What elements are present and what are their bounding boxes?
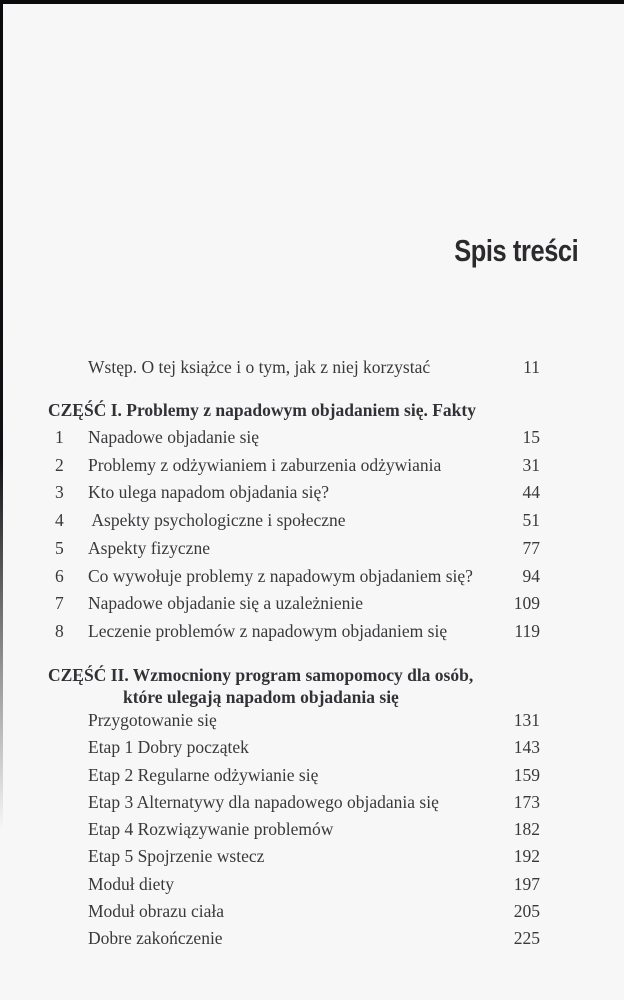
- entry-page-number: 173: [513, 791, 540, 812]
- entry-number: 3: [55, 482, 64, 503]
- entry-title: Przygotowanie się: [88, 710, 217, 730]
- entry-page-number: 225: [513, 928, 540, 949]
- entry-number: 7: [55, 593, 64, 614]
- toc-entry-row: [48, 455, 540, 475]
- entry-page-number: 192: [513, 846, 540, 867]
- entry-page-number: 44: [522, 482, 540, 503]
- entry-title: Kto ulega napadom objadania się?: [88, 482, 330, 503]
- entry-number: 8: [55, 620, 64, 641]
- entry-page-number: 15: [522, 427, 540, 447]
- entry-title: Aspekty fizyczne: [88, 537, 210, 558]
- section-heading: [48, 400, 540, 422]
- entry-page-number: 11: [523, 357, 540, 377]
- toc-entry-row: [48, 621, 540, 641]
- entry-title: Etap 1 Dobry początek: [88, 737, 249, 758]
- entry-page-number: 119: [514, 620, 540, 641]
- toc-entry-row: [48, 710, 540, 730]
- entry-page-number: 205: [513, 900, 540, 921]
- toc-entry-row: [48, 819, 540, 839]
- entry-page-number: 94: [522, 565, 540, 586]
- entry-title: Etap 4 Rozwiązywanie problemów: [88, 819, 334, 840]
- entry-page-number: 109: [513, 593, 540, 614]
- toc-entry-row: [48, 510, 540, 530]
- entry-title: Dobre zakończenie: [88, 928, 223, 949]
- section-heading-line1: CZĘŚĆ II. Wzmocniony program samopomocy dla osób,: [48, 665, 474, 685]
- entry-number: 1: [55, 427, 64, 447]
- toc-entry-row: [48, 538, 540, 558]
- toc-entry-row: [48, 357, 540, 377]
- entry-page-number: 143: [513, 737, 540, 758]
- entry-page-number: 131: [513, 710, 540, 730]
- toc-entry-row: [48, 792, 540, 812]
- toc-entry-row: [48, 737, 540, 757]
- entry-page-number: 31: [522, 454, 540, 475]
- page-title: Spis treści: [453, 233, 578, 268]
- entry-title: Napadowe objadanie się: [88, 427, 260, 447]
- entry-page-number: 182: [513, 819, 540, 840]
- entry-title: Etap 5 Spojrzenie wstecz: [88, 846, 265, 867]
- entry-page-number: 51: [522, 510, 540, 531]
- toc-entry-row: [48, 874, 540, 894]
- toc: [48, 0, 540, 1000]
- entry-page-number: 197: [513, 873, 540, 894]
- section-heading-line1: CZĘŚĆ I. Problemy z napadowym objadaniem się. Fakty: [48, 400, 476, 420]
- scan-edge-left: [0, 0, 3, 830]
- toc-entry-row: [48, 427, 540, 447]
- entry-title: Moduł obrazu ciała: [88, 900, 225, 921]
- toc-entry-row: [48, 566, 540, 586]
- entry-title: Etap 2 Regularne odżywianie się: [88, 764, 319, 785]
- toc-entry-row: [48, 846, 540, 866]
- entry-title: Leczenie problemów z napadowym objadaniem się: [88, 620, 448, 641]
- entry-number: 4: [55, 510, 64, 531]
- toc-entry-row: [48, 928, 540, 948]
- toc-entry-row: [48, 482, 540, 502]
- section-heading: [48, 665, 540, 708]
- entry-number: 5: [55, 537, 64, 558]
- entry-title: Moduł diety: [88, 873, 175, 894]
- toc-entry-row: [48, 765, 540, 785]
- entry-title: Etap 3 Alternatywy dla napadowego objadania się: [88, 791, 439, 812]
- entry-title: Problemy z odżywianiem i zaburzenia odżywiania: [88, 454, 442, 475]
- entry-title: Napadowe objadanie się a uzależnienie: [88, 593, 364, 614]
- entry-title: Aspekty psychologiczne i społeczne: [88, 510, 346, 531]
- entry-number: 6: [55, 565, 64, 586]
- toc-entry-row: [48, 901, 540, 921]
- toc-entry-row: [48, 593, 540, 613]
- entry-page-number: 159: [513, 764, 540, 785]
- section-heading-line2: które ulegają napadom objadania się: [123, 686, 399, 707]
- entry-title: Wstęp. O tej książce i o tym, jak z niej korzystać: [88, 357, 431, 377]
- entry-number: 2: [55, 454, 64, 475]
- entry-page-number: 77: [522, 537, 540, 558]
- entry-title: Co wywołuje problemy z napadowym objadaniem się?: [88, 565, 473, 586]
